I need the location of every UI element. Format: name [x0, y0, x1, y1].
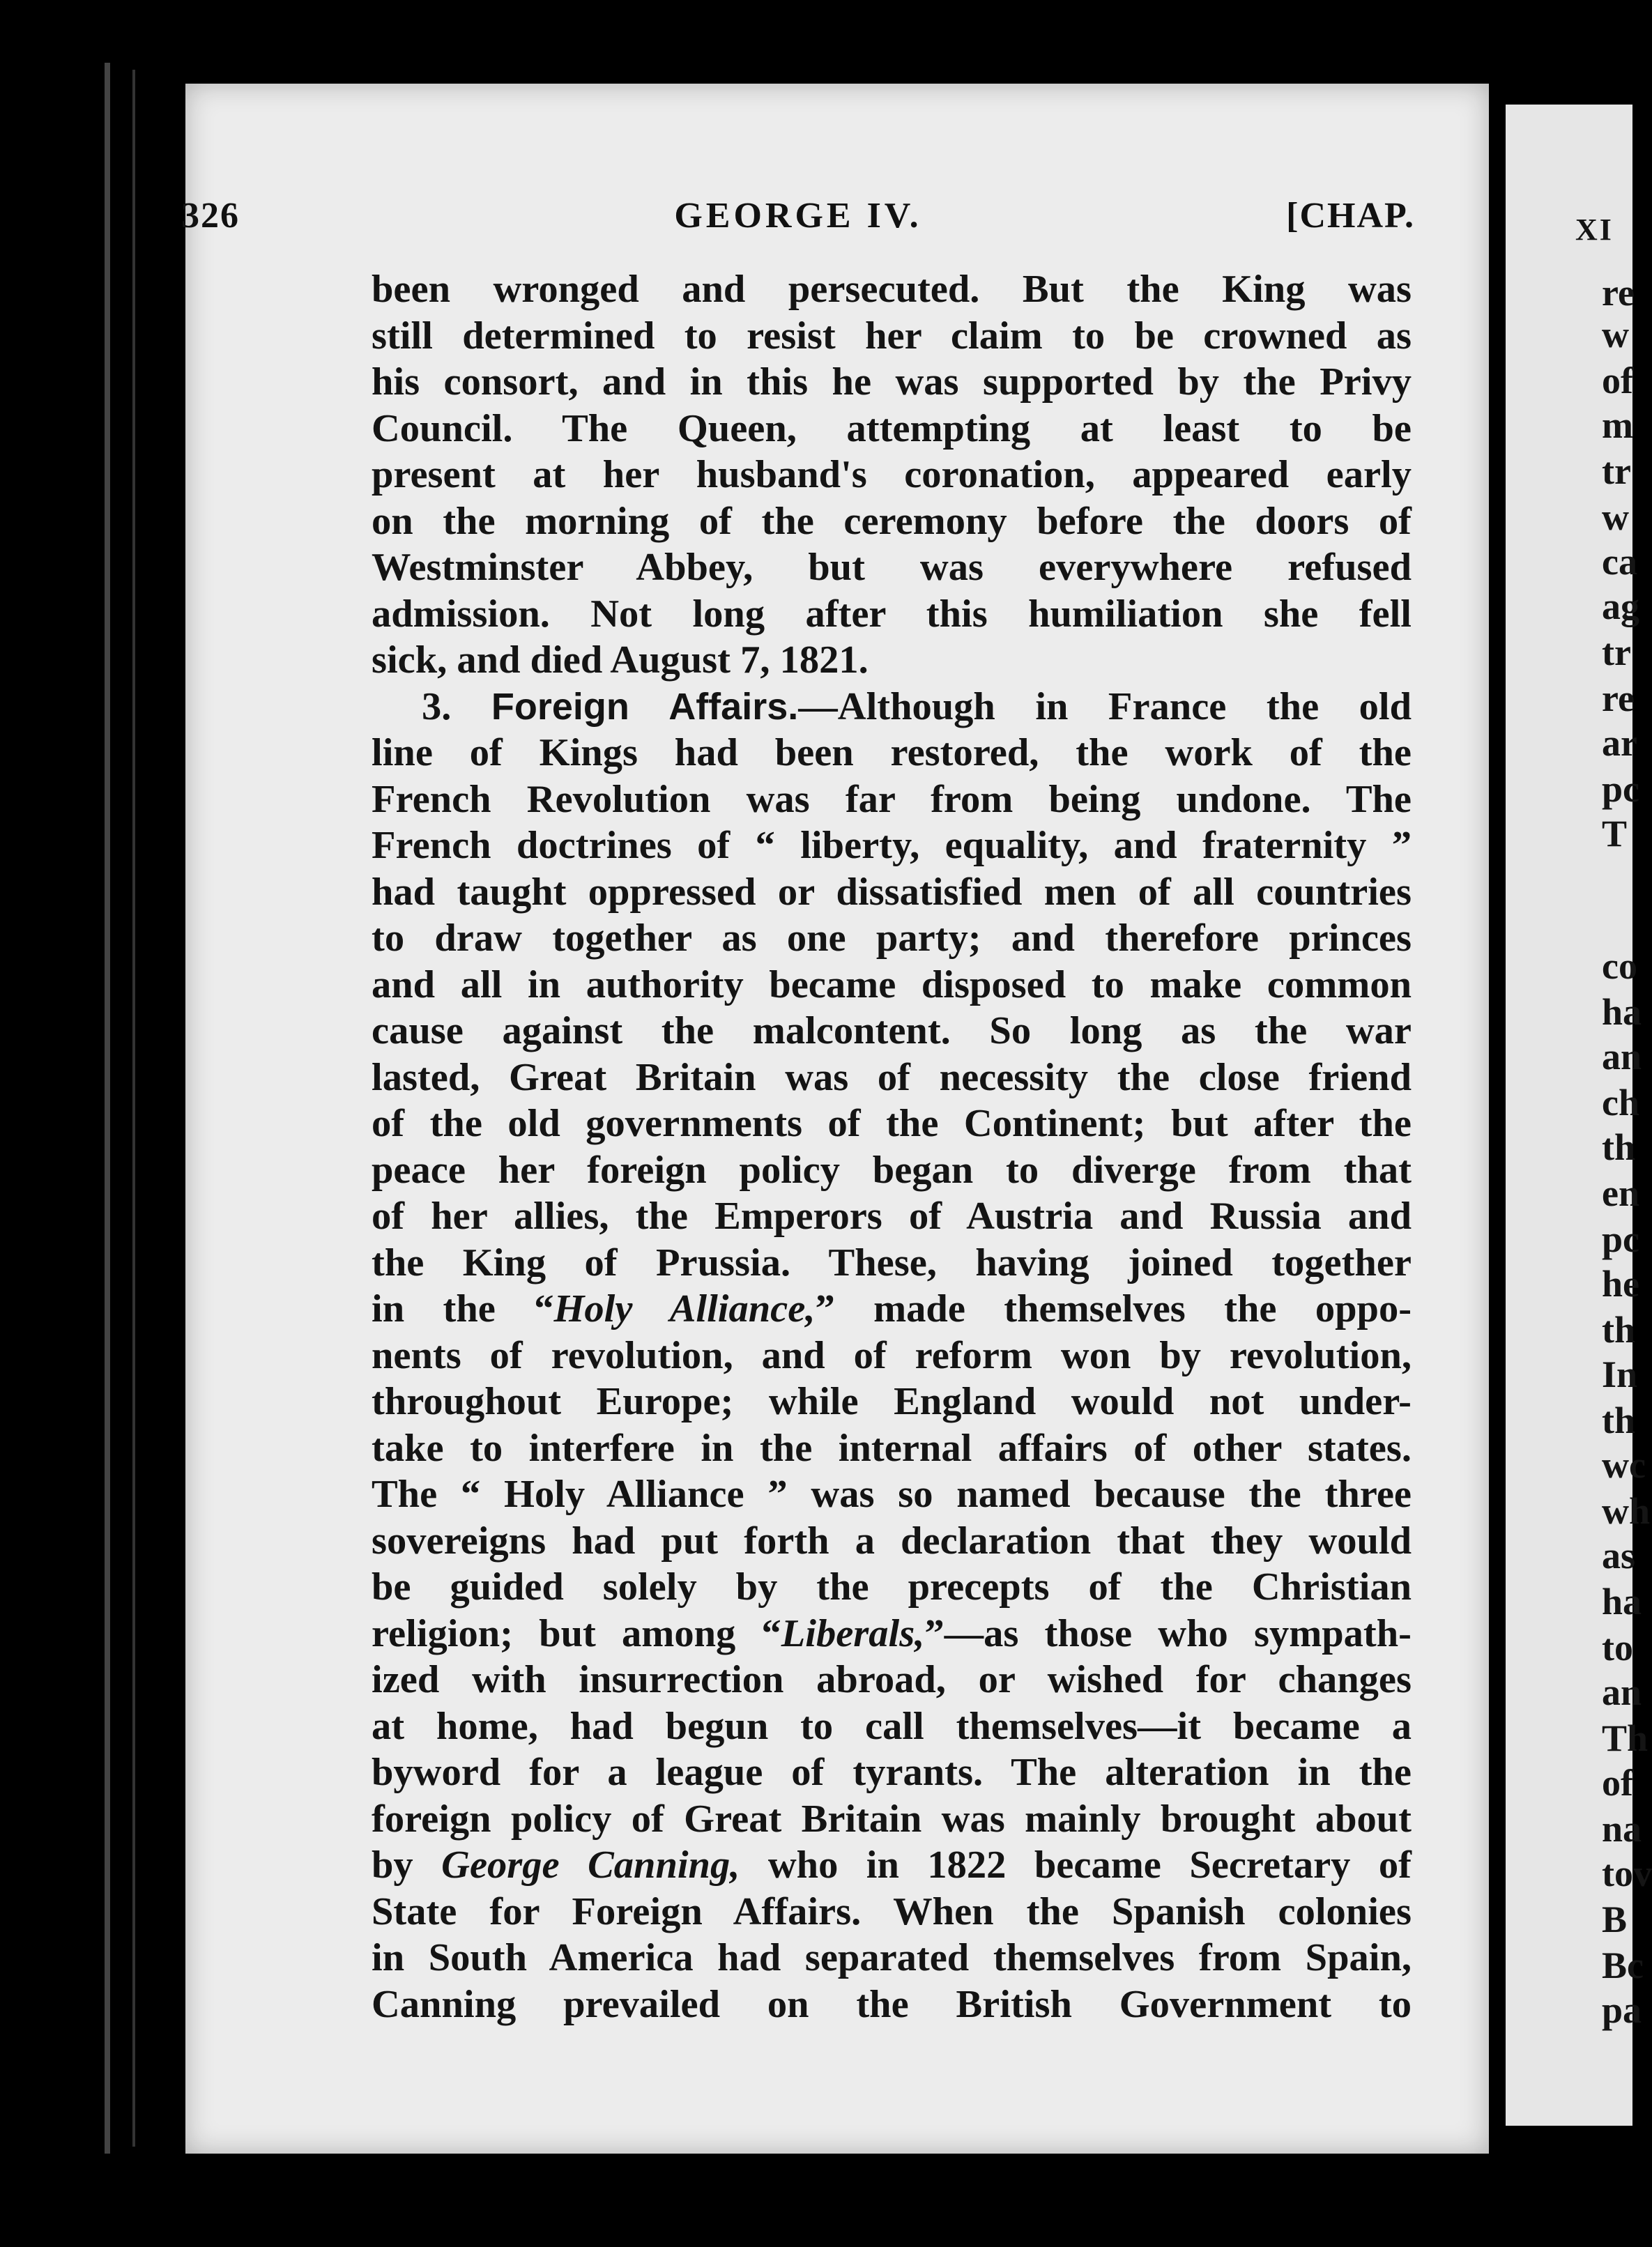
text-line: and all in authority became disposed to make common [372, 963, 1412, 1006]
text-line: his consort, and in this he was supported by the Privy [372, 360, 1412, 404]
section-heading-line [372, 684, 1412, 730]
text-line: nents of revolution, and of reform won by revolution, [372, 1333, 1412, 1377]
right-page-fragment: ca [1602, 541, 1637, 583]
right-page-fragment: ag [1602, 585, 1639, 627]
right-page-fragment: In [1602, 1353, 1638, 1395]
right-page-fragment: th [1602, 1309, 1636, 1351]
text-line: byword for a league of tyrants. The alteration in the [372, 1751, 1412, 1794]
right-page-fragment: to [1602, 1627, 1633, 1669]
text-line: to draw together as one party; and therefore princes [372, 917, 1412, 960]
italic-liberals: Liberals, [781, 1611, 925, 1655]
text-line: at home, had begun to call themselves—it became a [372, 1704, 1412, 1748]
right-page-fragment: an [1602, 1671, 1642, 1713]
italic-holy-alliance: Holy Alliance, [553, 1287, 816, 1330]
right-page-edge [1506, 105, 1652, 2126]
text-line: Council. The Queen, attempting at least to be [372, 406, 1412, 450]
text-line: cause against the malcontent. So long as the war [372, 1009, 1412, 1052]
right-page-fragment: Th [1602, 1717, 1649, 1759]
text-run: by [372, 1843, 442, 1887]
right-page-fragment: pc [1602, 1218, 1639, 1260]
book-spine-edge-inner [132, 70, 135, 2147]
text-line: take to interfere in the internal affairs of other states. [372, 1426, 1412, 1470]
section-first-line-text: —Although in France the old [798, 684, 1412, 728]
text-line: admission. Not long after this humiliation she fell [372, 592, 1412, 636]
text-line: French doctrines of “ liberty, equality, and fraternity ” [372, 824, 1412, 867]
text-line: line of Kings had been restored, the work of the [372, 731, 1412, 774]
text-line: present at her husband's coronation, appeared early [372, 453, 1412, 496]
text-run: religion; but among “ [372, 1611, 781, 1655]
text-line: had taught oppressed or dissatisfied men of all countries [372, 870, 1412, 914]
text-line: ized with insurrection abroad, or wished for changes [372, 1658, 1412, 1701]
right-page-header: XI [1575, 213, 1614, 247]
right-page-fragment: pa [1602, 1989, 1642, 2031]
right-page-fragment: co [1602, 945, 1637, 987]
text-line: Westminster Abbey, but was everywhere refused [372, 546, 1412, 589]
text-run: in the “ [372, 1287, 554, 1330]
text-line: French Revolution was far from being undone. The [372, 777, 1412, 821]
text-line: State for Foreign Affairs. When the Spanish colonies [372, 1889, 1412, 1933]
right-page-fragment: w [1602, 496, 1629, 538]
right-page-fragment: ar [1602, 722, 1637, 764]
right-page-fragment: m [1602, 404, 1633, 446]
right-page-fragment: w [1602, 314, 1629, 355]
page-number: 326 [181, 196, 240, 236]
page-body-text [372, 266, 1412, 2027]
right-page-fragment: na [1602, 1808, 1642, 1850]
right-page-fragment: tov [1602, 1853, 1652, 1894]
text-line: sovereigns had put forth a declaration that they would [372, 1519, 1412, 1563]
right-page-fragment: ha [1602, 991, 1642, 1033]
right-page-fragment: ha [1602, 1581, 1642, 1623]
right-page-fragment: th [1602, 1126, 1636, 1168]
text-line: be guided solely by the precepts of the Christian [372, 1565, 1412, 1609]
text-run: who in 1822 became Secretary of [740, 1843, 1412, 1887]
text-line: the King of Prussia. These, having joined together [372, 1241, 1412, 1284]
right-page-fragment: an [1602, 1036, 1642, 1078]
text-line: Canning prevailed on the British Government to [372, 1982, 1412, 2026]
chapter-reference: [CHAP. [1286, 196, 1415, 236]
text-run: ”—as those who sympath- [924, 1611, 1412, 1655]
right-page-fragment: of [1602, 360, 1633, 401]
text-line: The “ Holy Alliance ” was so named because the three [372, 1473, 1412, 1516]
text-line: been wronged and persecuted. But the King was [372, 268, 1412, 311]
text-line: in South America had separated themselves from Spain, [372, 1936, 1412, 1979]
text-line: lasted, Great Britain was of necessity the close friend [372, 1055, 1412, 1099]
right-page-fragment: T [1602, 813, 1628, 854]
text-line: still determined to resist her claim to be crowned as [372, 314, 1412, 358]
right-page-fragment: re [1602, 677, 1635, 719]
text-line: of the old governments of the Continent; but after the [372, 1102, 1412, 1145]
right-page-fragment: tr [1602, 450, 1631, 492]
text-line: on the morning of the ceremony before the doors of [372, 499, 1412, 543]
text-line: foreign policy of Great Britain was mainly brought about [372, 1797, 1412, 1841]
page-header [181, 195, 1415, 244]
right-page-fragment: as [1602, 1535, 1636, 1577]
text-line: throughout Europe; while England would not under- [372, 1380, 1412, 1423]
section-title: Foreign Affairs. [491, 685, 799, 728]
text-line: peace her foreign policy began to diverge from that [372, 1148, 1412, 1192]
right-page-fragment: tr [1602, 631, 1631, 673]
holy-alliance-line [372, 1286, 1412, 1333]
right-page-fragment: of [1602, 1762, 1633, 1804]
right-page-fragment: wc [1602, 1444, 1646, 1486]
text-line: sick, and died August 7, 1821. [372, 638, 869, 682]
right-page-fragment: wh [1602, 1490, 1651, 1532]
right-page-fragment: he [1602, 1263, 1639, 1305]
text-run: ” made themselves the oppo- [815, 1287, 1412, 1330]
text-line: of her allies, the Emperors of Austria and Russia and [372, 1195, 1412, 1238]
right-page-fragment: B [1602, 1899, 1628, 1940]
right-page-fragment: en [1602, 1172, 1639, 1214]
running-title: GEORGE IV. [674, 196, 922, 236]
italic-george-canning: George Canning, [441, 1843, 740, 1887]
book-spine-edge [105, 63, 110, 2154]
right-page-fragment: Bc [1602, 1945, 1644, 1986]
right-page-fragment: re [1602, 272, 1635, 314]
right-page-fragment: th [1602, 1399, 1636, 1441]
liberals-line [372, 1611, 1412, 1657]
right-page-fragment: pc [1602, 768, 1639, 810]
section-number: 3. [422, 684, 452, 728]
canning-line [372, 1842, 1412, 1889]
right-page-fragment: ch [1602, 1082, 1639, 1124]
